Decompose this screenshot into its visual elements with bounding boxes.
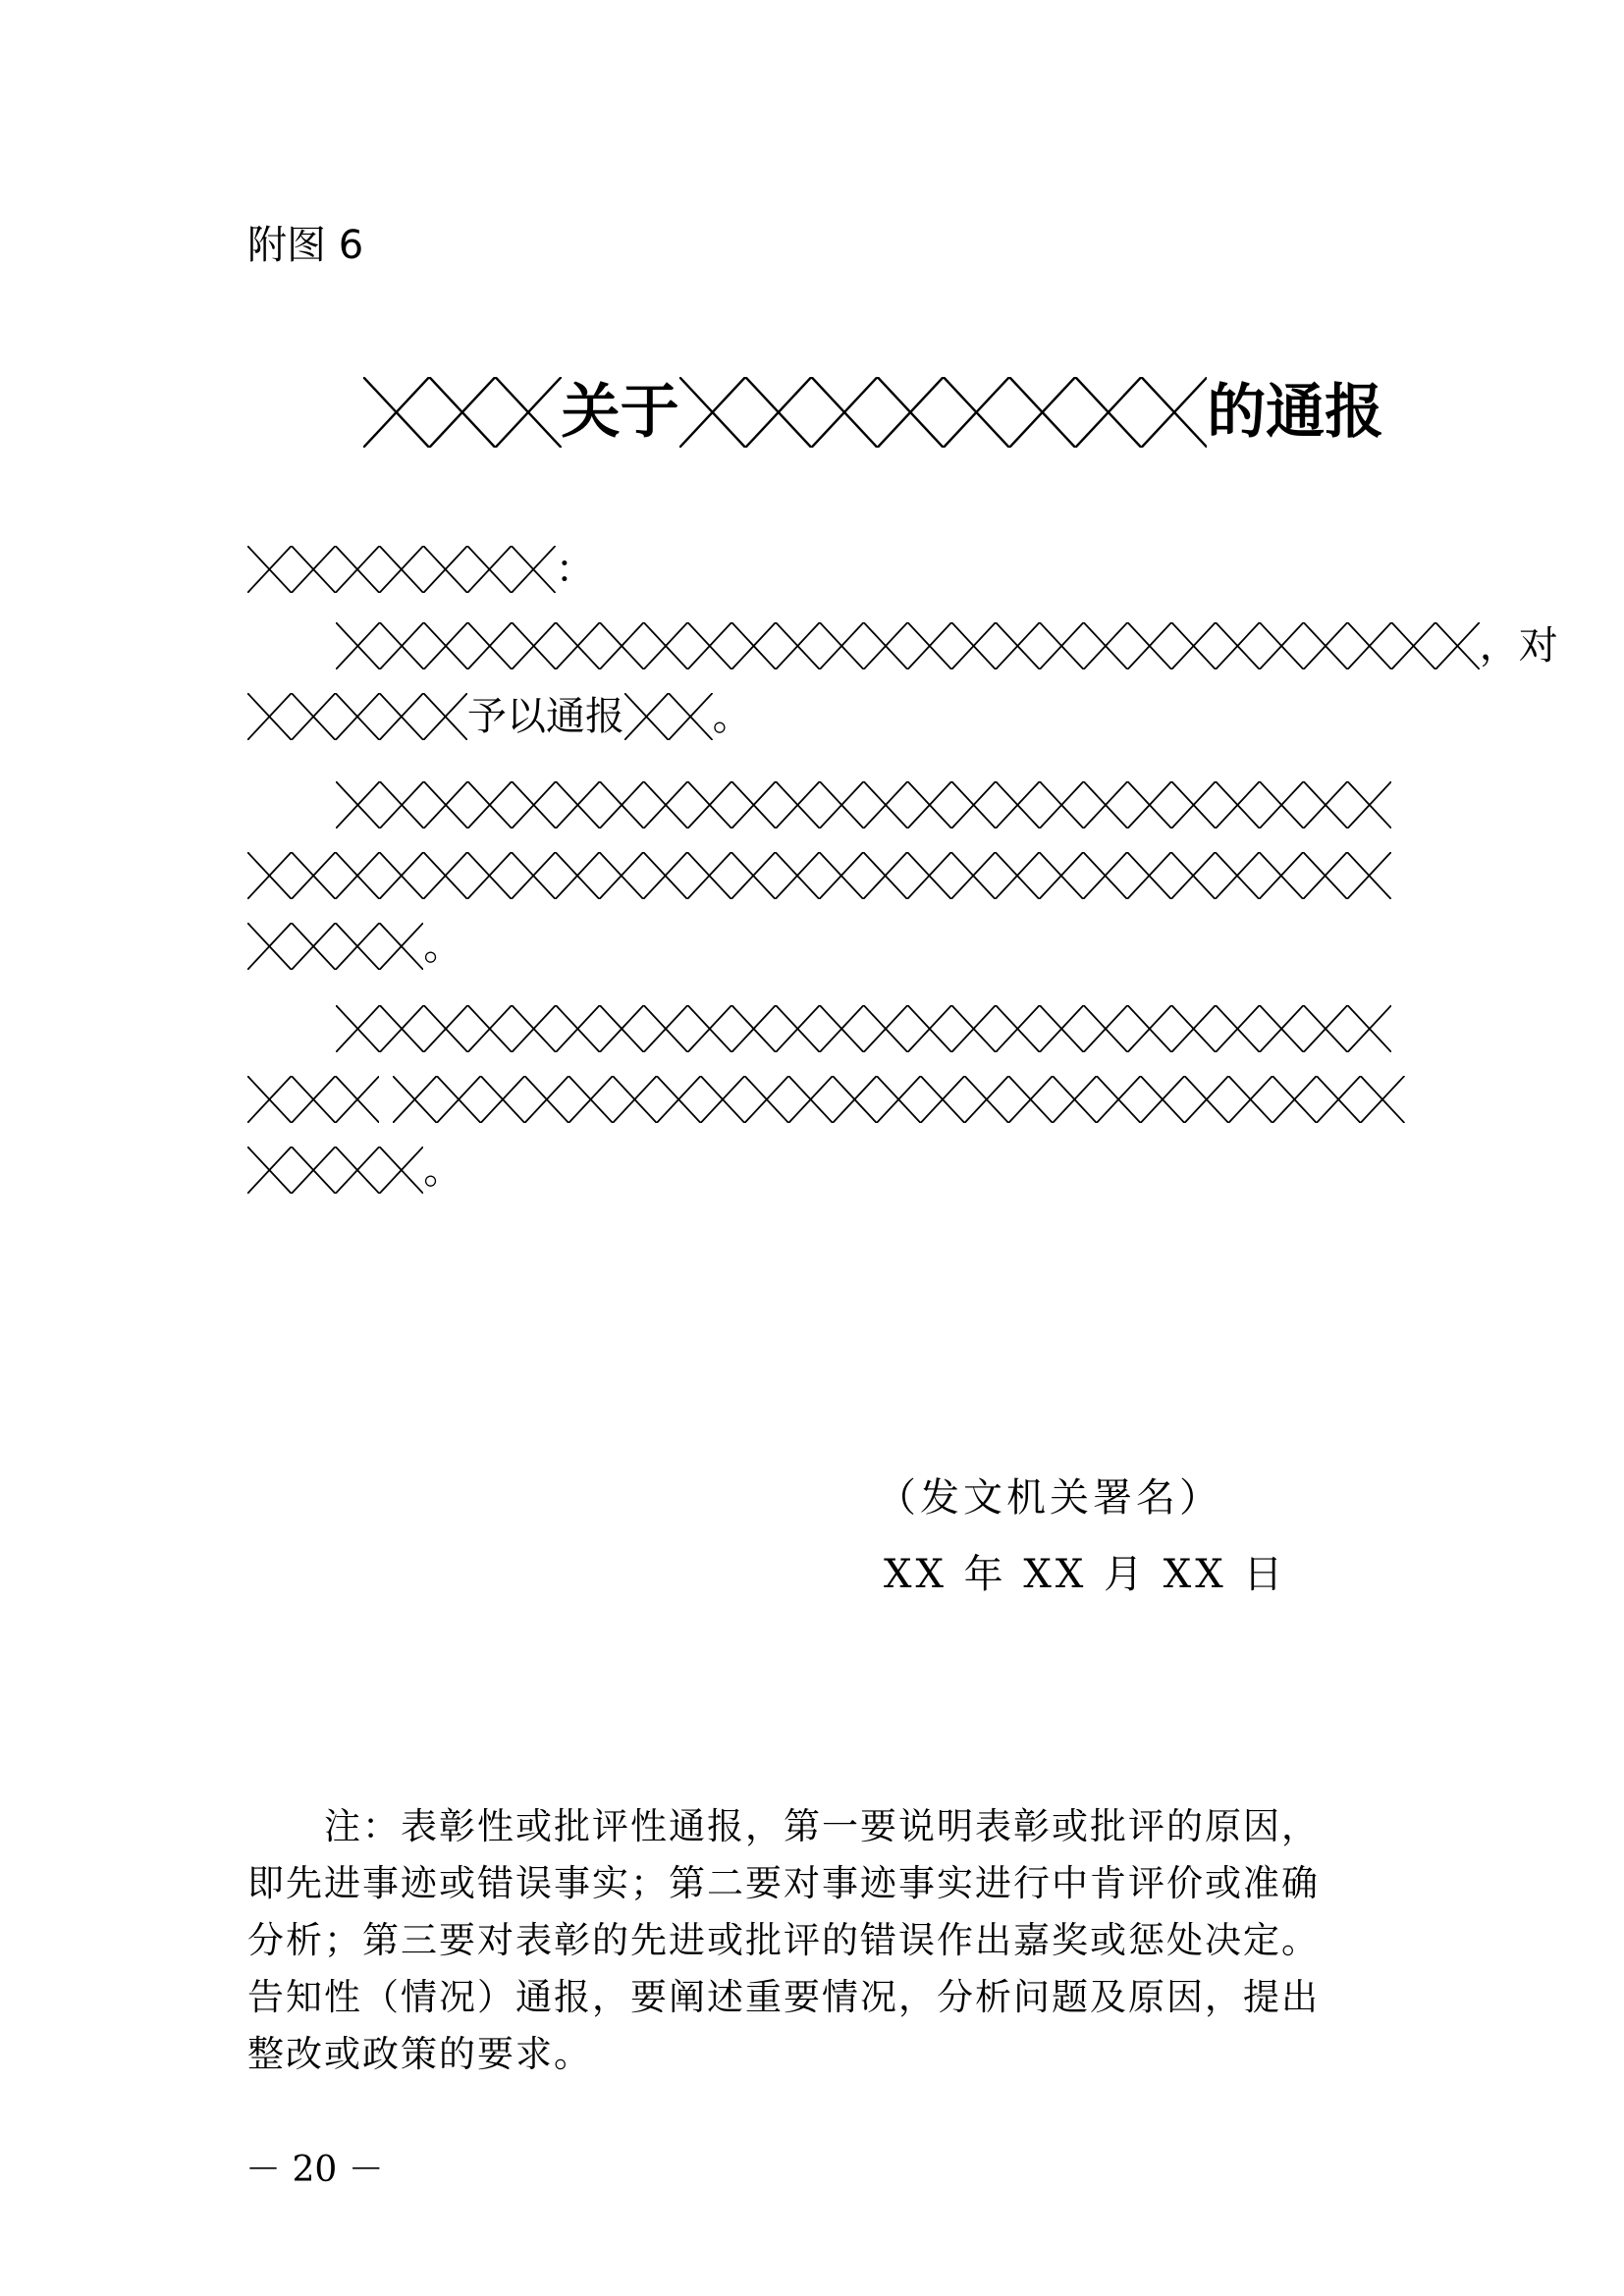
placeholder-cross-mark bbox=[292, 546, 336, 593]
placeholder-cross-mark bbox=[292, 852, 336, 899]
note-line-4: 告知性（情况）通报，要阐述重要情况，分析问题及原因，提出 bbox=[247, 1976, 1320, 2018]
placeholder-cross-mark bbox=[1083, 852, 1127, 899]
placeholder-cross-mark bbox=[379, 852, 423, 899]
placeholder-cross-mark bbox=[951, 622, 996, 669]
issue-date: XX 年 XX 月 XX 日 bbox=[884, 1552, 1287, 1597]
placeholder-marks bbox=[336, 622, 1480, 669]
placeholder-cross-mark bbox=[336, 546, 380, 593]
page-number: － 20 － bbox=[245, 2150, 384, 2190]
placeholder-cross-mark bbox=[731, 1005, 776, 1052]
placeholder-cross-mark bbox=[644, 622, 688, 669]
placeholder-cross-row bbox=[336, 622, 1480, 669]
placeholder-cross-mark bbox=[512, 1005, 556, 1052]
placeholder-cross-mark bbox=[745, 377, 811, 448]
placeholder-cross-mark bbox=[1171, 622, 1216, 669]
placeholder-cross-mark bbox=[1084, 781, 1128, 828]
placeholder-cross-mark bbox=[1084, 1005, 1128, 1052]
placeholder-cross-mark bbox=[864, 781, 908, 828]
placeholder-cross-mark bbox=[1347, 781, 1391, 828]
placeholder-cross-mark bbox=[1040, 622, 1084, 669]
placeholder-cross-mark bbox=[467, 852, 512, 899]
placeholder-cross-mark bbox=[1053, 1076, 1097, 1123]
line-suffix: 。 bbox=[712, 694, 752, 739]
placeholder-cross-mark bbox=[687, 1005, 731, 1052]
placeholder-cross-mark bbox=[1216, 781, 1260, 828]
notification-phrase: 予以通报 bbox=[467, 694, 624, 739]
placeholder-cross-row bbox=[247, 852, 1391, 899]
placeholder-cross-mark bbox=[525, 1076, 569, 1123]
placeholder-cross-mark bbox=[423, 693, 467, 740]
placeholder-cross-mark bbox=[336, 1005, 380, 1052]
placeholder-cross-mark bbox=[569, 1076, 614, 1123]
placeholder-cross-mark bbox=[1391, 622, 1435, 669]
body-paragraph-3 bbox=[247, 999, 1405, 1200]
placeholder-cross-mark bbox=[644, 781, 688, 828]
placeholder-cross-row bbox=[336, 781, 1391, 828]
placeholder-cross-mark bbox=[1127, 622, 1171, 669]
placeholder-cross-mark bbox=[380, 622, 424, 669]
placeholder-cross-mark bbox=[336, 693, 380, 740]
placeholder-cross-mark bbox=[336, 852, 380, 899]
placeholder-cross-mark bbox=[379, 546, 423, 593]
placeholder-cross-mark bbox=[877, 1076, 921, 1123]
placeholder-cross-mark bbox=[247, 1147, 292, 1194]
placeholder-cross-mark bbox=[1127, 781, 1171, 828]
placeholder-cross-mark bbox=[1127, 852, 1171, 899]
placeholder-cross-mark bbox=[907, 1005, 951, 1052]
placeholder-cross-mark bbox=[363, 377, 429, 448]
placeholder-cross-mark bbox=[1127, 1005, 1171, 1052]
placeholder-cross-mark bbox=[731, 781, 776, 828]
placeholder-cross-mark bbox=[1185, 1076, 1229, 1123]
placeholder-cross-mark bbox=[1260, 622, 1304, 669]
placeholder-cross-mark bbox=[820, 622, 864, 669]
placeholder-cross-mark bbox=[467, 781, 512, 828]
placeholder-cross-mark bbox=[996, 852, 1040, 899]
placeholder-cross-mark bbox=[745, 1076, 789, 1123]
placeholder-cross-mark bbox=[789, 1076, 834, 1123]
body-paragraph-1 bbox=[247, 616, 1558, 746]
title-placeholder-marks-1 bbox=[363, 377, 562, 448]
placeholder-cross-mark bbox=[1303, 852, 1347, 899]
placeholder-cross-mark bbox=[247, 1076, 292, 1123]
placeholder-cross-mark bbox=[907, 622, 951, 669]
placeholder-cross-mark bbox=[379, 693, 423, 740]
placeholder-cross-mark bbox=[336, 622, 380, 669]
document-title bbox=[363, 373, 1383, 452]
placeholder-cross-mark bbox=[863, 852, 907, 899]
placeholder-cross-mark bbox=[1361, 1076, 1405, 1123]
placeholder-cross-mark bbox=[877, 377, 943, 448]
placeholder-cross-mark bbox=[1272, 1076, 1317, 1123]
placeholder-cross-mark bbox=[1347, 622, 1391, 669]
placeholder-marks bbox=[247, 1147, 423, 1194]
placeholder-cross-mark bbox=[512, 852, 556, 899]
placeholder-cross-mark bbox=[481, 1076, 525, 1123]
placeholder-cross-mark bbox=[687, 852, 731, 899]
placeholder-cross-mark bbox=[776, 622, 820, 669]
placeholder-cross-mark bbox=[1304, 1005, 1348, 1052]
placeholder-cross-mark bbox=[1039, 852, 1083, 899]
placeholder-cross-mark bbox=[644, 1005, 688, 1052]
placeholder-cross-mark bbox=[1141, 377, 1207, 448]
note-line-3: 分析；第三要对表彰的先进或批评的错误作出嘉奖或惩处决定。 bbox=[247, 1919, 1320, 1961]
placeholder-cross-mark bbox=[467, 1005, 512, 1052]
placeholder-cross-mark bbox=[613, 1076, 657, 1123]
placeholder-cross-mark bbox=[776, 1005, 820, 1052]
line-suffix: 。 bbox=[423, 924, 463, 969]
placeholder-cross-mark bbox=[599, 852, 643, 899]
note-line-2: 即先进事迹或错误事实；第二要对事迹事实进行中肯评价或准确 bbox=[247, 1862, 1320, 1904]
note-line-1: 注：表彰性或批评性通报，第一要说明表彰或批评的原因， bbox=[324, 1805, 1320, 1847]
placeholder-cross-row bbox=[363, 377, 562, 448]
placeholder-cross-mark bbox=[1097, 1076, 1141, 1123]
placeholder-cross-mark bbox=[1084, 622, 1128, 669]
placeholder-cross-mark bbox=[336, 781, 380, 828]
salutation bbox=[247, 540, 595, 599]
placeholder-cross-mark bbox=[1141, 1076, 1185, 1123]
placeholder-cross-mark bbox=[556, 852, 600, 899]
placeholder-cross-mark bbox=[1216, 1005, 1260, 1052]
placeholder-cross-mark bbox=[1229, 1076, 1273, 1123]
placeholder-cross-mark bbox=[687, 781, 731, 828]
placeholder-cross-mark bbox=[556, 781, 600, 828]
placeholder-cross-mark bbox=[600, 1005, 644, 1052]
placeholder-cross-mark bbox=[292, 923, 336, 970]
title-word-tongbao: 的通报 bbox=[1207, 378, 1384, 447]
placeholder-cross-row bbox=[247, 923, 423, 970]
salutation-colon: ： bbox=[555, 547, 595, 592]
placeholder-cross-mark bbox=[776, 852, 820, 899]
placeholder-cross-mark bbox=[820, 781, 864, 828]
placeholder-cross-row bbox=[247, 1076, 379, 1123]
placeholder-cross-mark bbox=[811, 377, 877, 448]
placeholder-cross-mark bbox=[380, 1005, 424, 1052]
placeholder-cross-mark bbox=[864, 622, 908, 669]
placeholder-cross-mark bbox=[1009, 377, 1075, 448]
placeholder-cross-row bbox=[679, 377, 1208, 448]
placeholder-cross-mark bbox=[467, 622, 512, 669]
placeholder-cross-mark bbox=[864, 1005, 908, 1052]
placeholder-cross-mark bbox=[336, 1147, 380, 1194]
placeholder-cross-mark bbox=[495, 377, 561, 448]
placeholder-cross-mark bbox=[701, 1076, 745, 1123]
placeholder-cross-row bbox=[393, 1076, 1404, 1123]
placeholder-cross-mark bbox=[429, 377, 495, 448]
placeholder-cross-mark bbox=[292, 693, 336, 740]
placeholder-marks bbox=[247, 1076, 379, 1123]
placeholder-cross-mark bbox=[379, 1147, 423, 1194]
placeholder-cross-mark bbox=[600, 781, 644, 828]
placeholder-marks bbox=[336, 1005, 1391, 1052]
placeholder-cross-mark bbox=[336, 1076, 380, 1123]
placeholder-cross-mark bbox=[951, 781, 996, 828]
placeholder-cross-mark bbox=[1260, 781, 1304, 828]
placeholder-marks bbox=[247, 693, 467, 740]
placeholder-cross-mark bbox=[776, 781, 820, 828]
placeholder-cross-mark bbox=[1260, 1005, 1304, 1052]
placeholder-cross-mark bbox=[424, 1005, 468, 1052]
placeholder-cross-mark bbox=[1259, 852, 1303, 899]
placeholder-cross-mark bbox=[687, 622, 731, 669]
placeholder-cross-mark bbox=[820, 1005, 864, 1052]
issuing-organ-signature: （发文机关署名） bbox=[877, 1475, 1222, 1521]
placeholder-cross-mark bbox=[833, 1076, 877, 1123]
line-suffix: 。 bbox=[423, 1148, 463, 1193]
placeholder-cross-mark bbox=[393, 1076, 437, 1123]
placeholder-cross-mark bbox=[1317, 1076, 1361, 1123]
placeholder-cross-row bbox=[247, 546, 556, 593]
placeholder-cross-mark bbox=[1075, 377, 1141, 448]
placeholder-cross-mark bbox=[951, 1005, 996, 1052]
placeholder-cross-row bbox=[247, 1147, 423, 1194]
placeholder-cross-mark bbox=[1304, 622, 1348, 669]
placeholder-cross-mark bbox=[292, 1147, 336, 1194]
placeholder-cross-mark bbox=[556, 1005, 600, 1052]
placeholder-cross-row bbox=[247, 693, 467, 740]
placeholder-cross-mark bbox=[1171, 1005, 1216, 1052]
placeholder-cross-mark bbox=[1040, 781, 1084, 828]
placeholder-marks bbox=[247, 852, 1391, 899]
placeholder-cross-mark bbox=[951, 852, 996, 899]
placeholder-cross-mark bbox=[379, 923, 423, 970]
placeholder-cross-mark bbox=[819, 852, 863, 899]
placeholder-cross-mark bbox=[600, 622, 644, 669]
placeholder-cross-mark bbox=[921, 1076, 965, 1123]
placeholder-cross-mark bbox=[1347, 1005, 1391, 1052]
placeholder-cross-mark bbox=[292, 1076, 336, 1123]
placeholder-cross-mark bbox=[380, 781, 424, 828]
placeholder-cross-mark bbox=[424, 781, 468, 828]
placeholder-cross-mark bbox=[1347, 852, 1391, 899]
placeholder-cross-row bbox=[336, 1005, 1391, 1052]
placeholder-cross-mark bbox=[512, 622, 556, 669]
placeholder-cross-mark bbox=[467, 546, 512, 593]
placeholder-cross-row bbox=[624, 693, 713, 740]
line-suffix: ，对 bbox=[1479, 623, 1558, 668]
placeholder-cross-mark bbox=[512, 781, 556, 828]
placeholder-cross-mark bbox=[1435, 622, 1480, 669]
placeholder-marks bbox=[393, 1076, 1404, 1123]
placeholder-cross-mark bbox=[907, 781, 951, 828]
placeholder-cross-mark bbox=[907, 852, 951, 899]
placeholder-cross-mark bbox=[1216, 852, 1260, 899]
placeholder-cross-mark bbox=[247, 693, 292, 740]
placeholder-cross-mark bbox=[669, 693, 713, 740]
body-paragraph-2 bbox=[247, 775, 1391, 976]
placeholder-cross-mark bbox=[1304, 781, 1348, 828]
placeholder-cross-mark bbox=[512, 546, 556, 593]
placeholder-cross-mark bbox=[643, 852, 687, 899]
placeholder-cross-mark bbox=[556, 622, 600, 669]
placeholder-marks bbox=[336, 781, 1391, 828]
placeholder-cross-mark bbox=[1040, 1005, 1084, 1052]
placeholder-cross-mark bbox=[424, 622, 468, 669]
placeholder-cross-mark bbox=[1171, 852, 1216, 899]
placeholder-cross-mark bbox=[965, 1076, 1009, 1123]
placeholder-cross-mark bbox=[624, 693, 669, 740]
placeholder-cross-mark bbox=[336, 923, 380, 970]
title-word-guanyu: 关于 bbox=[561, 378, 679, 447]
placeholder-cross-mark bbox=[247, 852, 292, 899]
placeholder-cross-mark bbox=[996, 1005, 1040, 1052]
placeholder-cross-mark bbox=[943, 377, 1008, 448]
attachment-label: 附图 6 bbox=[247, 223, 364, 268]
placeholder-cross-mark bbox=[731, 852, 776, 899]
placeholder-cross-mark bbox=[1216, 622, 1260, 669]
placeholder-cross-mark bbox=[657, 1076, 701, 1123]
placeholder-cross-mark bbox=[247, 546, 292, 593]
placeholder-cross-mark bbox=[437, 1076, 481, 1123]
placeholder-cross-mark bbox=[423, 852, 467, 899]
placeholder-cross-mark bbox=[1171, 781, 1216, 828]
placeholder-cross-mark bbox=[731, 622, 776, 669]
placeholder-cross-mark bbox=[423, 546, 467, 593]
placeholder-cross-mark bbox=[679, 377, 745, 448]
placeholder-marks bbox=[624, 693, 713, 740]
placeholder-marks bbox=[247, 923, 423, 970]
salutation-placeholder-marks bbox=[247, 546, 556, 593]
note-line-5: 整改或政策的要求。 bbox=[247, 2033, 592, 2075]
title-placeholder-marks-2 bbox=[679, 377, 1208, 448]
placeholder-cross-mark bbox=[1009, 1076, 1054, 1123]
placeholder-cross-mark bbox=[996, 781, 1040, 828]
placeholder-cross-mark bbox=[247, 923, 292, 970]
placeholder-cross-mark bbox=[996, 622, 1040, 669]
